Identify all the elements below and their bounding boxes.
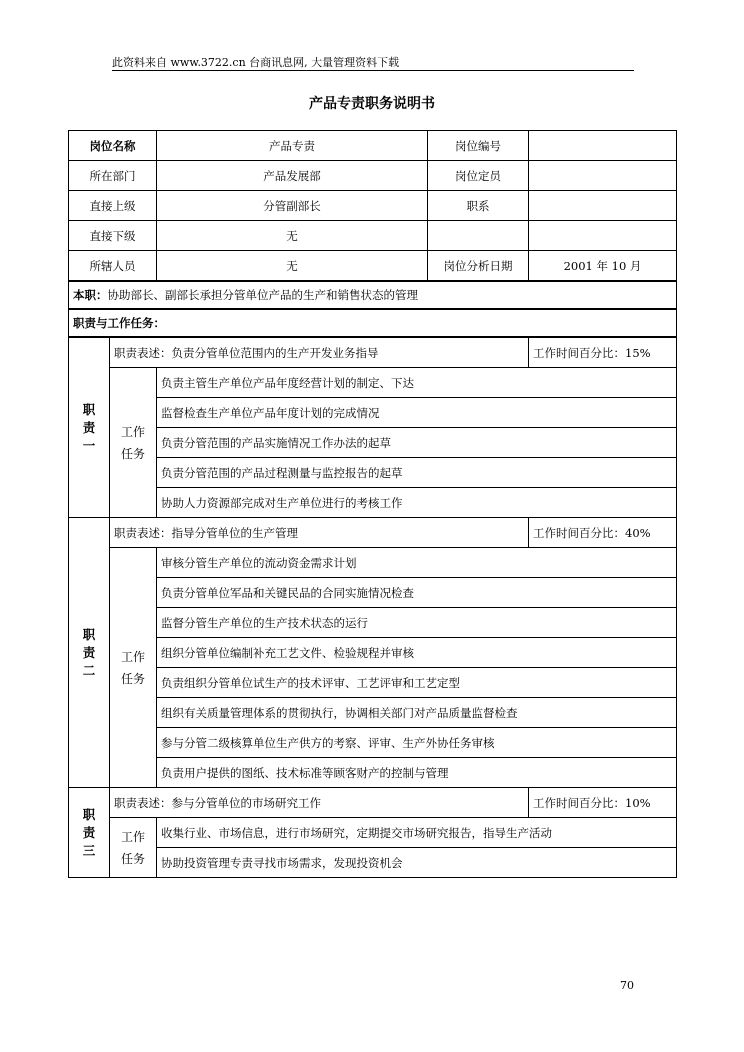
position-name-value: 产品专责 — [157, 131, 428, 161]
header-divider — [112, 70, 634, 71]
duty-2-task: 参与分管二级核算单位生产供方的考察、评审、生产外协任务审核 — [157, 728, 677, 758]
tasks-heading: 职责与工作任务： — [69, 309, 677, 337]
duty-2-task: 组织有关质量管理体系的贯彻执行，协调相关部门对产品质量监督检查 — [157, 698, 677, 728]
duty-1-name: 职 责 一 — [69, 337, 110, 518]
duty-3-task-label: 工作 任务 — [110, 818, 157, 878]
managed-value: 无 — [157, 251, 428, 282]
duty-3-name: 职 责 三 — [69, 788, 110, 878]
duty-1-task: 协助人力资源部完成对生产单位进行的考核工作 — [157, 488, 677, 518]
duty-2-task: 审核分管生产单位的流动资金需求计划 — [157, 548, 677, 578]
duty-2-time: 工作时间百分比：40% — [529, 518, 677, 548]
department-label: 所在部门 — [69, 161, 157, 191]
duty-1-task: 负责主管生产单位产品年度经营计划的制定、下达 — [157, 368, 677, 398]
duty-3-time: 工作时间百分比：10% — [529, 788, 677, 818]
quota-label: 岗位定员 — [428, 161, 529, 191]
duty-1-statement: 职责表述：负责分管单位范围内的生产开发业务指导 — [110, 337, 529, 368]
managed-label: 所辖人员 — [69, 251, 157, 282]
empty-cell — [529, 221, 677, 251]
duty-2-task: 负责分管单位军品和关键民品的合同实施情况检查 — [157, 578, 677, 608]
subordinate-value: 无 — [157, 221, 428, 251]
duty-2-task-label: 工作 任务 — [110, 548, 157, 788]
duty-2-task: 组织分管单位编制补充工艺文件、检验规程并审核 — [157, 638, 677, 668]
duty-1-task: 负责分管范围的产品过程测量与监控报告的起草 — [157, 458, 677, 488]
grade-label: 职系 — [428, 191, 529, 221]
source-header: 此资料来自 www.3722.cn 台商讯息网, 大量管理资料下载 — [112, 56, 400, 69]
duty-3-task: 收集行业、市场信息，进行市场研究，定期提交市场研究报告，指导生产活动 — [157, 818, 677, 848]
empty-cell — [428, 221, 529, 251]
duty-3-statement: 职责表述：参与分管单位的市场研究工作 — [110, 788, 529, 818]
duty-row — [69, 281, 677, 309]
duty-3-task: 协助投资管理专责寻找市场需求，发现投资机会 — [157, 848, 677, 878]
duty-1-task: 负责分管范围的产品实施情况工作办法的起草 — [157, 428, 677, 458]
superior-value: 分管副部长 — [157, 191, 428, 221]
quota-value — [529, 161, 677, 191]
duty-label: 本职： — [73, 288, 108, 302]
department-value: 产品发展部 — [157, 161, 428, 191]
subordinate-label: 直接下级 — [69, 221, 157, 251]
duty-2-task: 负责组织分管单位试生产的技术评审、工艺评审和工艺定型 — [157, 668, 677, 698]
page-number: 70 — [620, 979, 634, 992]
superior-label: 直接上级 — [69, 191, 157, 221]
duty-text: 协助部长、副部长承担分管单位产品的生产和销售状态的管理 — [107, 288, 418, 302]
duty-2-statement: 职责表述：指导分管单位的生产管理 — [110, 518, 529, 548]
position-no-label: 岗位编号 — [428, 131, 529, 161]
duty-2-task: 监督分管生产单位的生产技术状态的运行 — [157, 608, 677, 638]
position-name-label: 岗位名称 — [69, 131, 157, 161]
duty-2-name: 职 责 二 — [69, 518, 110, 788]
duty-1-time: 工作时间百分比：15% — [529, 337, 677, 368]
job-description-table — [68, 130, 677, 878]
document-title: 产品专责职务说明书 — [309, 96, 435, 112]
duty-1-task-label: 工作 任务 — [110, 368, 157, 518]
grade-value — [529, 191, 677, 221]
position-no-value — [529, 131, 677, 161]
duty-1-task: 监督检查生产单位产品年度计划的完成情况 — [157, 398, 677, 428]
analysis-date-value: 2001 年 10 月 — [529, 251, 677, 282]
duty-2-task: 负责用户提供的图纸、技术标准等顾客财产的控制与管理 — [157, 758, 677, 788]
analysis-date-label: 岗位分析日期 — [428, 251, 529, 282]
